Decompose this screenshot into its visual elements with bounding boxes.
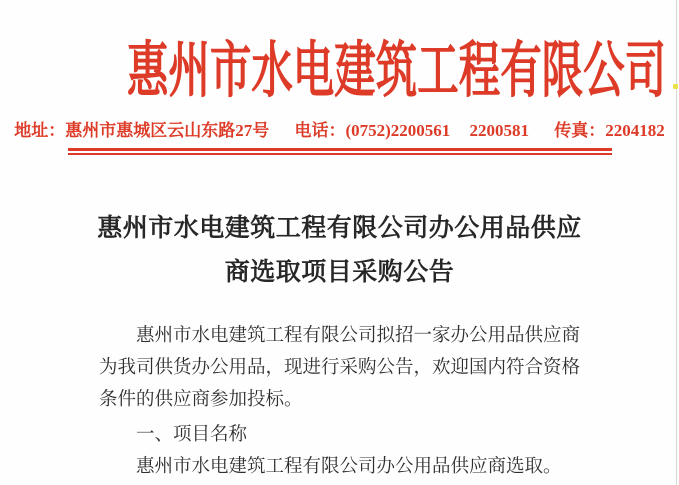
scan-yellow-speck (673, 84, 678, 89)
rule-thin-line (68, 153, 612, 155)
document-title-line1: 惠州市水电建筑工程有限公司办公用品供应 (97, 215, 582, 242)
company-name-text: 惠州市水电建筑工程有限公司 (126, 38, 667, 105)
document-title (0, 207, 679, 295)
section1-heading: 一、项目名称 (136, 425, 248, 445)
letterhead-contact-line (0, 120, 679, 142)
letterhead-phone: 电话：(0752)2200561 (294, 121, 451, 140)
section1-text: 惠州市水电建筑工程有限公司办公用品供应商选取。 (136, 457, 562, 477)
letterhead-address: 地址：惠州市惠城区云山东路27号 (14, 121, 270, 140)
letterhead-fax: 传真：2204182 (554, 121, 665, 140)
letterhead-phone-alt: 2200581 (469, 121, 530, 140)
scan-edge-line (676, 0, 677, 485)
body-paragraph-intro: 惠州市水电建筑工程有限公司拟招一家办公用品供应商为我司供货办公用品，现进行采购公告，欢迎国内符合资格条件的供应商参加投标。 (99, 326, 581, 410)
letterhead-double-rule (68, 148, 612, 155)
document-title-line2: 商选取项目采购公告 (224, 259, 455, 286)
rule-thick-line (68, 148, 612, 151)
letterhead-company-name (0, 36, 679, 108)
document-body (99, 320, 580, 483)
